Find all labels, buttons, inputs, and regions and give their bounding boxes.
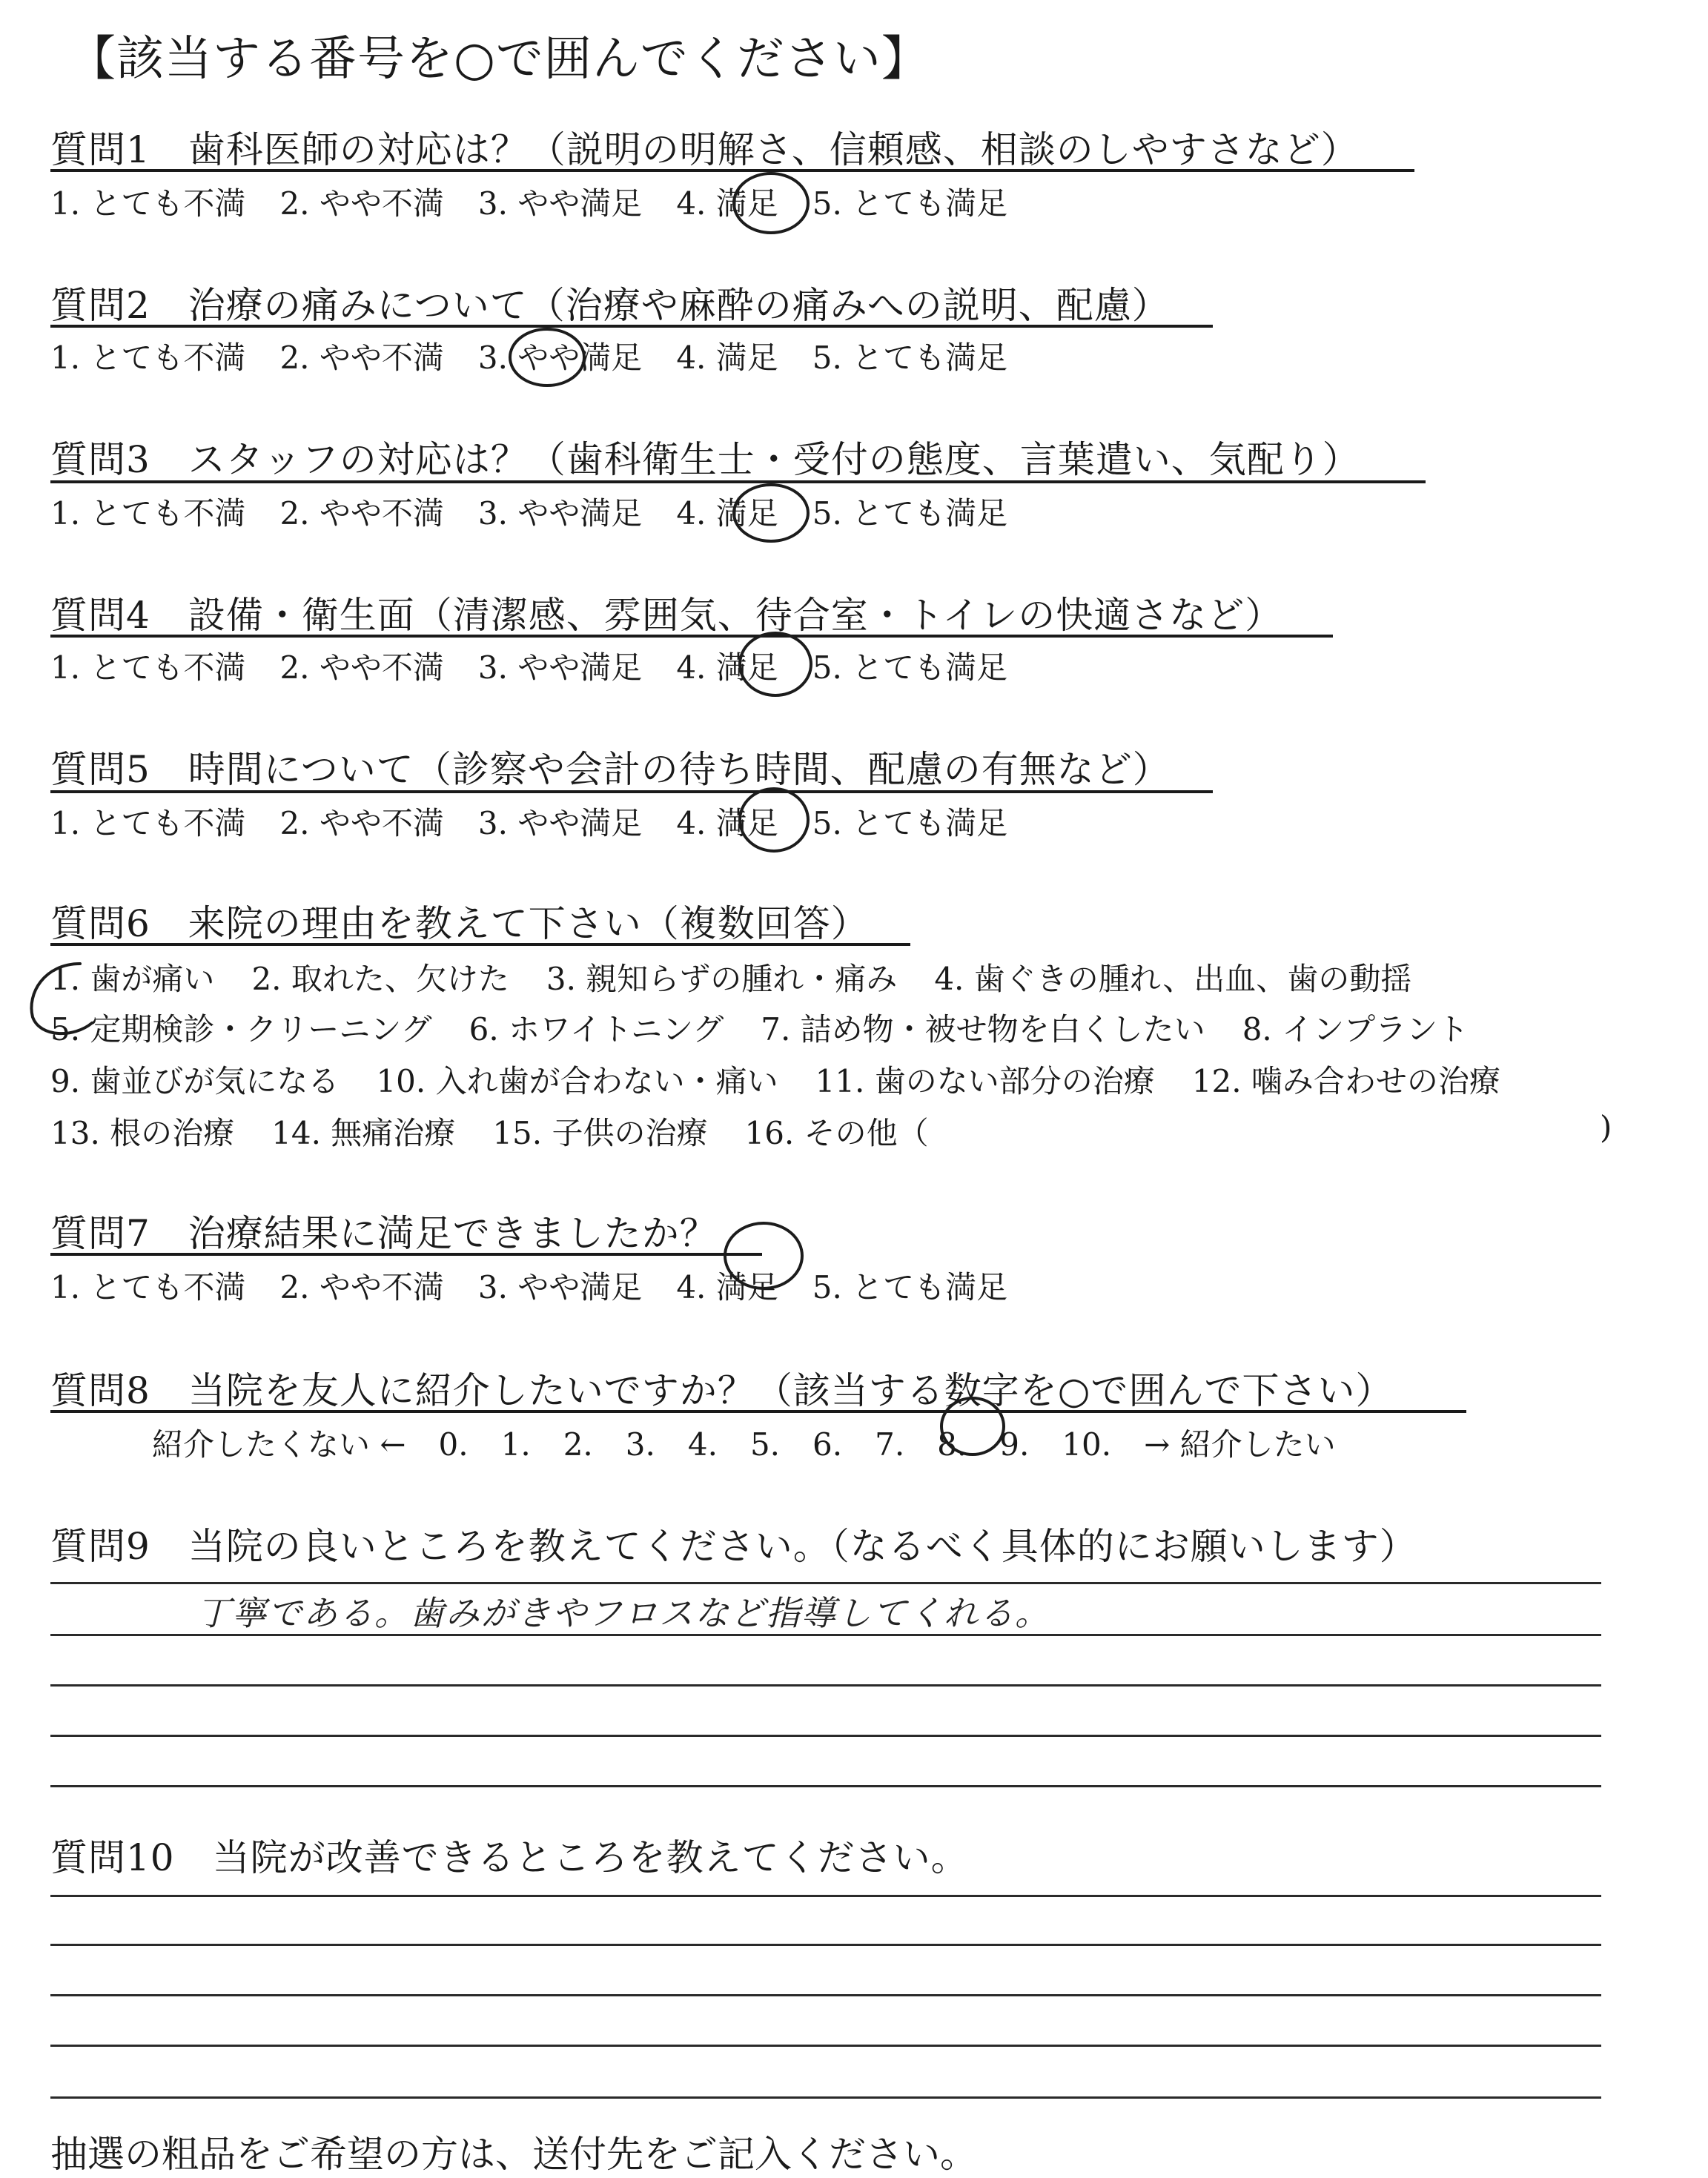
reason-8[interactable]: 8. インプラント (1242, 1011, 1469, 1047)
scale-left-label: 紹介したくない ← (152, 1426, 406, 1463)
question-6-row-1[interactable] (50, 955, 1411, 999)
question-5-options[interactable] (50, 799, 1007, 844)
answer-line (50, 1895, 1601, 1897)
option-1[interactable]: 1. とても不満 (50, 805, 246, 841)
question-7-options[interactable] (50, 1263, 1007, 1308)
question-6-underline (50, 943, 910, 946)
question-2-options[interactable] (50, 334, 1007, 378)
option-3[interactable]: 3. やや満足 (477, 495, 643, 532)
question-6-row-2[interactable] (50, 1005, 1469, 1050)
reason-13[interactable]: 13. 根の治療 (50, 1115, 235, 1151)
question-9-answer[interactable]: 丁寧である。歯みがきやフロスなど指導してくれる。 (196, 1593, 1050, 1633)
answer-line (50, 2045, 1601, 2047)
option-2[interactable]: 2. やや不満 (279, 495, 444, 532)
recommend-scale[interactable] (152, 1420, 1336, 1465)
option-4[interactable]: 4. 満足 (676, 185, 778, 222)
answer-line (50, 1994, 1601, 1996)
option-2[interactable]: 2. やや不満 (279, 1269, 444, 1305)
option-2[interactable]: 2. やや不満 (279, 649, 444, 686)
question-1-options[interactable] (50, 179, 1007, 224)
reason-16-close-paren: ) (1600, 1109, 1612, 1145)
scale-1[interactable]: 1. (500, 1426, 531, 1463)
question-1-underline (50, 169, 1414, 172)
scale-10[interactable]: 10. (1062, 1426, 1112, 1463)
scale-0[interactable]: 0. (438, 1426, 469, 1463)
question-5-title: 質問5 時間について（診察や会計の待ち時間、配慮の有無など） (50, 748, 1171, 791)
reason-7[interactable]: 7. 詰め物・被せ物を白くしたい (761, 1011, 1205, 1047)
question-8-title: 質問8 当院を友人に紹介したいですか？（該当する数字を○で囲んで下さい） (50, 1369, 1394, 1412)
scale-right-label: → 紹介したい (1144, 1426, 1336, 1463)
option-5[interactable]: 5. とても満足 (812, 1269, 1008, 1305)
question-8-underline (50, 1410, 1466, 1413)
scale-3[interactable]: 3. (625, 1426, 655, 1463)
question-7-title: 質問7 治療結果に満足できましたか？ (50, 1212, 718, 1255)
answer-line (50, 1944, 1601, 1946)
question-2-title: 質問2 治療の痛みについて（治療や麻酔の痛みへの説明、配慮） (50, 284, 1170, 327)
reason-2[interactable]: 2. 取れた、欠けた (251, 961, 509, 997)
scale-7[interactable]: 7. (875, 1426, 905, 1463)
option-1[interactable]: 1. とても不満 (50, 495, 246, 532)
reason-6[interactable]: 6. ホワイトニング (469, 1011, 724, 1047)
question-4-underline (50, 635, 1333, 638)
answer-line (50, 1735, 1601, 1737)
scale-9[interactable]: 9. (999, 1426, 1030, 1463)
reason-12[interactable]: 12. 噛み合わせの治療 (1191, 1063, 1500, 1099)
reason-9[interactable]: 9. 歯並びが気になる (50, 1063, 340, 1099)
option-3[interactable]: 3. やや満足 (477, 805, 643, 841)
option-2[interactable]: 2. やや不満 (279, 805, 444, 841)
question-6-row-3[interactable] (50, 1057, 1500, 1102)
option-1[interactable]: 1. とても不満 (50, 1269, 246, 1305)
question-3-options[interactable] (50, 489, 1007, 534)
reason-11[interactable]: 11. 歯のない部分の治療 (815, 1063, 1155, 1099)
scale-4[interactable]: 4. (687, 1426, 718, 1463)
option-4[interactable]: 4. 満足 (676, 649, 778, 686)
question-4-options[interactable] (50, 643, 1007, 688)
footer-note: 抽選の粗品をご希望の方は、送付先をご記入ください。 (50, 2133, 977, 2176)
answer-line (50, 1684, 1601, 1687)
answer-line (50, 2096, 1601, 2099)
option-4[interactable]: 4. 満足 (676, 1269, 778, 1305)
question-2-underline (50, 325, 1213, 328)
option-1[interactable]: 1. とても不満 (50, 340, 246, 376)
option-5[interactable]: 5. とても満足 (812, 185, 1008, 222)
reason-16[interactable]: 16. その他（ (744, 1115, 929, 1151)
option-4[interactable]: 4. 満足 (676, 805, 778, 841)
reason-15[interactable]: 15. 子供の治療 (492, 1115, 708, 1151)
scale-2[interactable]: 2. (563, 1426, 593, 1463)
question-3-title: 質問3 スタッフの対応は？（歯科衛生士・受付の態度、言葉遣い、気配り） (50, 438, 1360, 481)
option-5[interactable]: 5. とても満足 (812, 495, 1008, 532)
option-2[interactable]: 2. やや不満 (279, 185, 444, 222)
scale-8[interactable]: 8. (937, 1426, 967, 1463)
option-4[interactable]: 4. 満足 (676, 495, 778, 532)
option-1[interactable]: 1. とても不満 (50, 185, 246, 222)
option-5[interactable]: 5. とても満足 (812, 649, 1008, 686)
option-5[interactable]: 5. とても満足 (812, 805, 1008, 841)
reason-3[interactable]: 3. 親知らずの腫れ・痛み (546, 961, 898, 997)
option-1[interactable]: 1. とても不満 (50, 649, 246, 686)
answer-line (50, 1634, 1601, 1636)
scale-6[interactable]: 6. (812, 1426, 843, 1463)
question-3-underline (50, 480, 1426, 483)
question-9-title: 質問9 当院の良いところを教えてください。（なるべく具体的にお願いします） (50, 1525, 1417, 1568)
option-5[interactable]: 5. とても満足 (812, 340, 1008, 376)
form-title: 【該当する番号を○で囲んでください】 (68, 32, 930, 87)
scale-5[interactable]: 5. (749, 1426, 781, 1463)
reason-14[interactable]: 14. 無痛治療 (271, 1115, 456, 1151)
reason-10[interactable]: 10. 入れ歯が合わない・痛い (376, 1063, 778, 1099)
answer-line (50, 1785, 1601, 1787)
reason-1[interactable]: 1. 歯が痛い (50, 961, 215, 997)
option-2[interactable]: 2. やや不満 (279, 340, 444, 376)
option-4[interactable]: 4. 満足 (676, 340, 778, 376)
reason-5[interactable]: 5. 定期検診・クリーニング (50, 1011, 432, 1047)
option-3[interactable]: 3. やや満足 (477, 649, 643, 686)
option-3[interactable]: 3. やや満足 (477, 1269, 643, 1305)
question-10-title: 質問10 当院が改善できるところを教えてください。 (50, 1836, 969, 1879)
question-7-underline (50, 1253, 762, 1256)
question-6-title: 質問6 来院の理由を教えて下さい（複数回答） (50, 902, 869, 945)
question-6-row-4[interactable] (50, 1109, 929, 1153)
question-5-underline (50, 790, 1213, 793)
option-3[interactable]: 3. やや満足 (477, 340, 643, 376)
option-3[interactable]: 3. やや満足 (477, 185, 643, 222)
question-1-title: 質問1 歯科医師の対応は？（説明の明解さ、信頼感、相談のしやすさなど） (50, 128, 1359, 171)
answer-line (50, 1582, 1601, 1584)
question-4-title: 質問4 設備・衛生面（清潔感、雰囲気、待合室・トイレの快適さなど） (50, 594, 1283, 637)
reason-4[interactable]: 4. 歯ぐきの腫れ、出血、歯の動揺 (934, 961, 1412, 997)
